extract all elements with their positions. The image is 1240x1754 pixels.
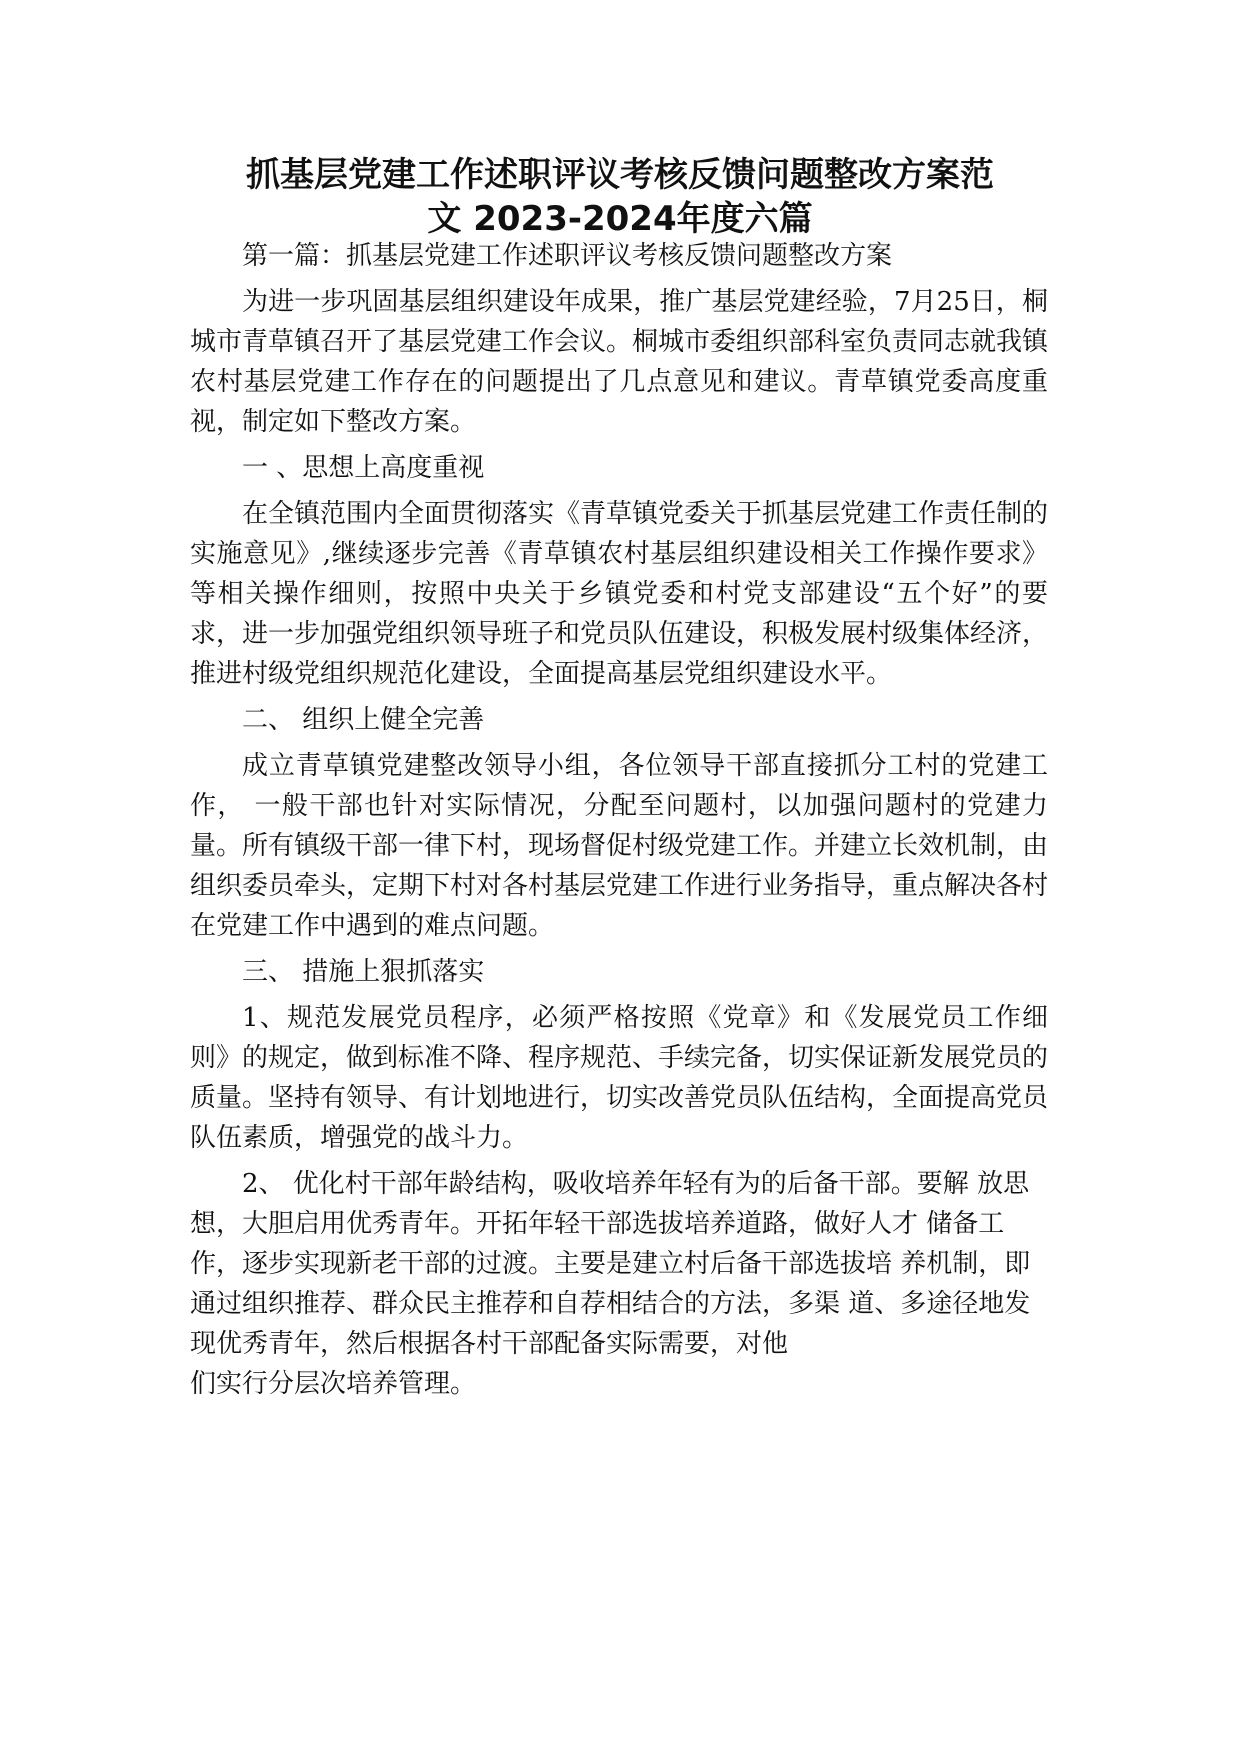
section-3-item-2-continuation: 们实行分层次培养管理。	[190, 1369, 477, 1399]
section-2-heading: 二、 组织上健全完善	[242, 705, 485, 735]
section-3-item-2: 2、 优化村干部年龄结构，吸收培养年轻有为的后备干部。要解 放思想，大胆启用优秀青年。开拓年轻干部选拔培养道路，做好人才 储备工作，逐步实现新老干部的过渡。主要是建立村后备干部选拔培 养机制，即通过组织推荐、群众民主推荐和自荐相结合的方法，多渠 道、多途径地发现优秀青年，然后根据各村干部配备实际需要，对他	[190, 1169, 1031, 1359]
section-3-item-1: 1、规范发展党员程序，必须严格按照《党章》和《发展党员工作细则》的规定，做到标准不降、程序规范、手续完备，切实保证新发展党员的质量。坚持有领导、有计划地进行，切实改善党员队伍结构，全面提高党员队伍素质，增强党的战斗力。	[190, 1003, 1049, 1153]
section-1-heading: 一 、思想上高度重视	[242, 453, 485, 483]
intro-paragraph: 为进一步巩固基层组织建设年成果，推广基层党建经验，7月25日，桐城市青草镇召开了基层党建工作会议。桐城市委组织部科室负责同志就我镇农村基层党建工作存在的问题提出了几点意见和建议。青草镇党委高度重视，制定如下整改方案。	[190, 287, 1049, 437]
section-3-heading: 三、 措施上狠抓落实	[242, 957, 485, 987]
article-subtitle: 第一篇：抓基层党建工作述职评议考核反馈问题整改方案	[242, 241, 893, 271]
section-1-paragraph: 在全镇范围内全面贯彻落实《青草镇党委关于抓基层党建工作责任制的实施意见》,继续逐步完善《青草镇农村基层组织建设相关工作操作要求》等相关操作细则，按照中央关于乡镇党委和村党支部建设“五个好”的要求，进一步加强党组织领导班子和党员队伍建设，积极发展村级集体经济，推进村级党组织规范化建设，全面提高基层党组织建设水平。	[190, 499, 1049, 689]
section-2-paragraph: 成立青草镇党建整改领导小组，各位领导干部直接抓分工村的党建工作， 一般干部也针对实际情况，分配至问题村，以加强问题村的党建力量。所有镇级干部一律下村，现场督促村级党建工作。并建立长效机制，由组织委员牵头，定期下村对各村基层党建工作进行业务指导，重点解决各村在党建工作中遇到的难点问题。	[190, 751, 1049, 941]
document-title-line-1: 抓基层党建工作述职评议考核反馈问题整改方案范	[246, 155, 994, 195]
document-title-line-2: 文 2023-2024年度六篇	[427, 199, 813, 239]
document-body	[190, 236, 1048, 1404]
